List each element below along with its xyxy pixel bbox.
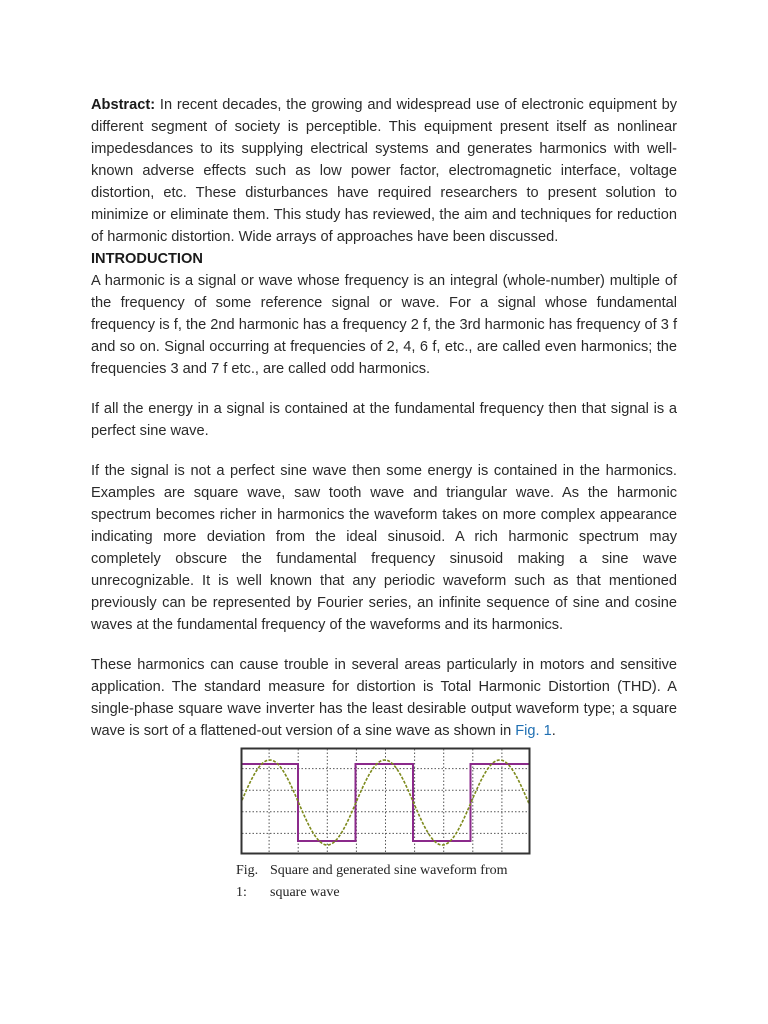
intro-paragraph-3: If the signal is not a perfect sine wave then some energy is contained in the harmonics. Examples are square wave, saw tooth wave and triangular wave. As the harmonic spectrum becomes richer in harmonics the waveform takes on more complex appearance indicating more deviation from the ideal sinusoid. A rich harmonic spectrum may completely obscure the fundamental frequency sinusoid making a sine wave unrecognizable. It is well known that any periodic waveform such as that mentioned previously can be represented by Fourier series, an infinite sequence of sine and cosine waves at the fundamental frequency of the waveforms and its harmonics. — [91, 463, 677, 633]
fig-1-link[interactable]: Fig. 1 — [515, 723, 552, 739]
abstract-paragraph — [91, 94, 677, 248]
intro-paragraph-4-end: . — [551, 723, 556, 739]
intro-paragraph-4 — [91, 654, 677, 742]
figure-caption-text: Square and generated sine waveform from square wave — [270, 863, 508, 900]
intro-paragraph-1: A harmonic is a signal or wave whose frequency is an integral (whole-number) multiple of the frequency of some reference signal or wave. For a signal whose fundamental frequency is f, the 2nd harmonic has a frequency 2 f, the 3rd harmonic has frequency of 3 f and so on. Signal occurring at frequencies of 2, 4, 6 f, etc., are called even harmonics; the frequencies 3 and 7 f etc., are called odd harmonics. — [91, 273, 677, 377]
intro-paragraph-2: If all the energy in a signal is contained at the fundamental frequency then that signal is a perfect sine wave. — [91, 401, 677, 439]
figure-label: Fig. 1: — [236, 863, 259, 900]
intro-paragraph-4-text: These harmonics can cause trouble in several areas particularly in motors and sensitive application. The standard measure for distortion is Total Harmonic Distortion (THD). A single-phase square wave inverter has the least desirable output waveform type; a square wave is sort of a flattened-out version of a sine wave as shown in — [91, 657, 677, 739]
introduction-heading: INTRODUCTION — [91, 251, 203, 267]
article-body — [91, 94, 677, 742]
waveform-plot — [240, 747, 531, 855]
figure-1-waveform — [240, 747, 531, 855]
abstract-label: Abstract: — [91, 97, 156, 113]
abstract-text: In recent decades, the growing and widespread use of electronic equipment by different segment of society is perceptible. This equipment present itself as nonlinear impedesdances to its supplying electrical systems and generates harmonics with well-known adverse effects such as low power factor, electromagnetic interface, voltage distortion, etc. These disturbances have required researchers to present solution to minimize or eliminate them. This study has reviewed, the aim and techniques for reduction of harmonic distortion. Wide arrays of approaches have been discussed. — [91, 97, 677, 245]
